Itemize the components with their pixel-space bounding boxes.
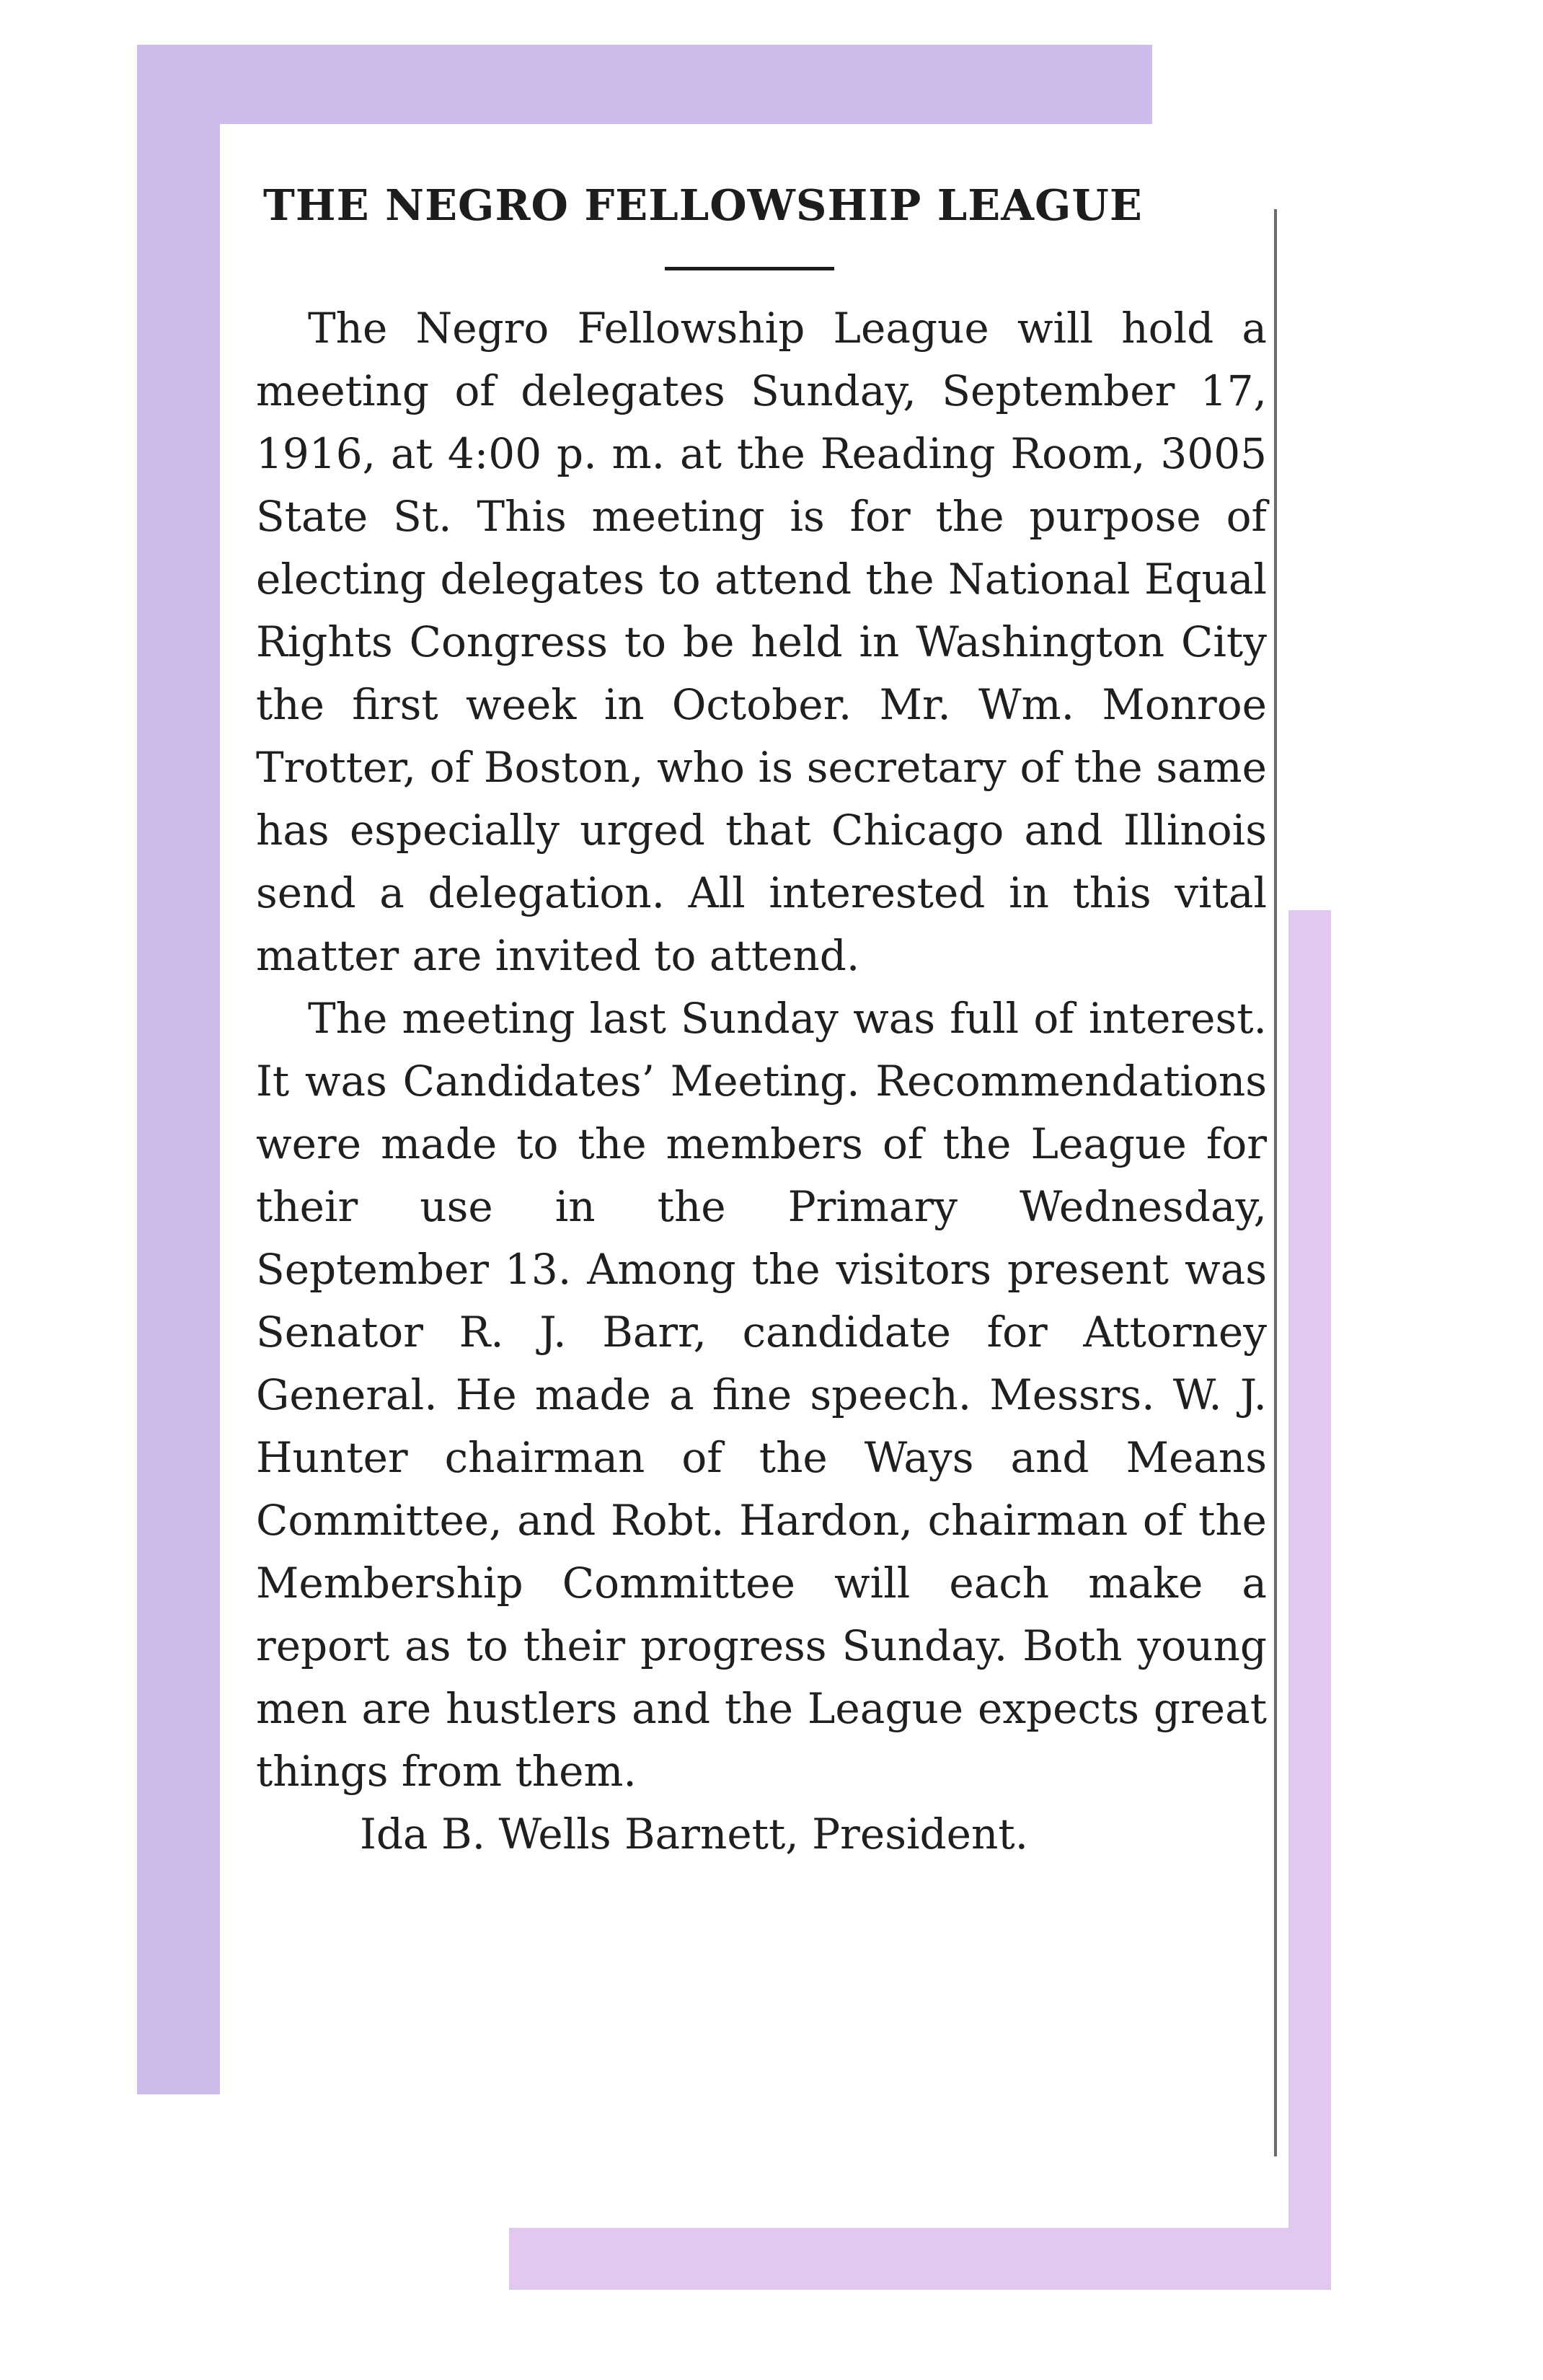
article-body xyxy=(256,297,1267,1866)
newspaper-clipping xyxy=(220,124,1288,2228)
column-rule xyxy=(1274,209,1277,2156)
article-paragraph-2: The meeting last Sunday was full of interest. It was Candidates’ Meeting. Recommendations were made to the members of the League for their use in the Primary Wednesday, September 13. Among the visitors present was Senator R. J. Barr, candidate for Attorney General. He made a fine speech. Messrs. W. J. Hunter chairman of the Ways and Means Committee, and Robt. Hardon, chairman of the Membership Committee will each make a report as to their progress Sunday. Both young men are hustlers and the League expects great things from them. xyxy=(256,994,1267,1796)
signature: Ida B. Wells Barnett, President. xyxy=(360,1810,1029,1859)
headline: THE NEGRO FELLOWSHIP LEAGUE xyxy=(263,180,1143,230)
article-paragraph-1: The Negro Fellowship League will hold a meeting of delegates Sunday, September 17, 1916, at 4:00 p. m. at the Reading Room, 3005 State St. This meeting is for the purpose of electing delegates to attend the National Equal Rights Congress to be held in Washington City the first week in October. Mr. Wm. Monroe Trotter, of Boston, who is secretary of the same has especially urged that Chicago and Illinois send a delegation. All interested in this vital matter are invited to attend. xyxy=(256,304,1267,980)
headline-divider xyxy=(665,267,834,270)
